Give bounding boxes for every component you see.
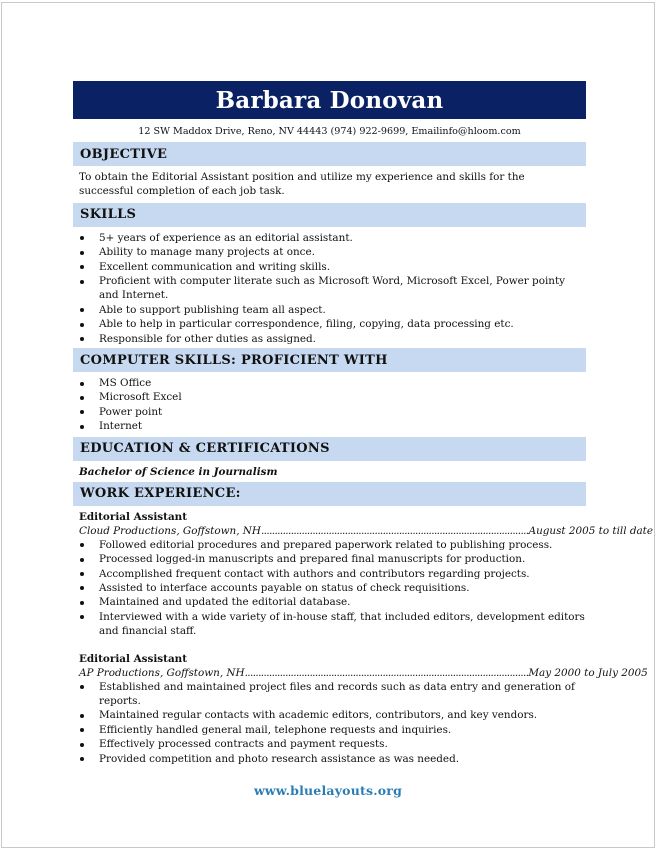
computer-skills-heading: COMPUTER SKILLS: PROFICIENT WITH (73, 348, 586, 372)
list-item: Internet (79, 419, 586, 433)
list-item: Assisted to interface accounts payable on status of check requisitions. (79, 581, 586, 595)
resume-content (73, 81, 654, 766)
list-item: Provided competition and photo research assistance as was needed. (79, 752, 586, 766)
list-item: Maintained and updated the editorial database. (79, 595, 586, 609)
list-item: Maintained regular contacts with academic editors, contributors, and key vendors. (79, 708, 586, 722)
list-item: Able to help in particular correspondence, filing, copying, data processing etc. (79, 317, 586, 331)
list-item: Followed editorial procedures and prepared paperwork related to publishing process. (79, 538, 586, 552)
job-leader-dots: ......................................................................................................... (244, 666, 529, 679)
job-company: AP Productions, Goffstown, NH (79, 666, 245, 679)
list-item: Efficiently handled general mail, telephone requests and inquiries. (79, 723, 586, 737)
skills-list (73, 231, 586, 346)
list-item: Microsoft Excel (79, 390, 586, 404)
job-dates: August 2005 to till date (528, 524, 654, 537)
job-title: Editorial Assistant (79, 652, 188, 665)
job-entry (73, 510, 654, 639)
job-bullets (73, 538, 586, 639)
job-entry (73, 652, 648, 766)
list-item: 5+ years of experience as an editorial assistant. (79, 231, 586, 245)
job-company: Cloud Productions, Goffstown, NH (79, 524, 261, 537)
list-item: Power point (79, 405, 586, 419)
list-item: Interviewed with a wide variety of in-house staff, that included editors, development editors and financial staff. (79, 610, 586, 639)
contact-line: 12 SW Maddox Drive, Reno, NV 44443 (974) 922-9699, Emailinfo@hloom.com (138, 126, 521, 137)
list-item: Effectively processed contracts and payment requests. (79, 737, 586, 751)
job-company-line (73, 524, 654, 538)
objective-heading: OBJECTIVE (73, 142, 586, 166)
list-item: Able to support publishing team all aspect. (79, 303, 586, 317)
list-item: Processed logged-in manuscripts and prepared final manuscripts for production. (79, 552, 586, 566)
list-item: Accomplished frequent contact with authors and contributors regarding projects. (79, 567, 586, 581)
list-item: Proficient with computer literate such as Microsoft Word, Microsoft Excel, Power pointy and Internet. (79, 274, 586, 303)
work-heading: WORK EXPERIENCE: (73, 482, 586, 506)
name-banner (73, 81, 586, 119)
education-heading: EDUCATION & CERTIFICATIONS (73, 437, 586, 461)
computer-skills-list (73, 376, 586, 434)
list-item: MS Office (79, 376, 586, 390)
list-item: Established and maintained project files and records such as data entry and generation of reports. (79, 680, 586, 709)
list-item: Ability to manage many projects at once. (79, 245, 586, 259)
job-leader-dots: ................................................................................................... (260, 524, 529, 537)
candidate-name: Barbara Donovan (215, 86, 444, 114)
job-bullets (73, 680, 586, 766)
objective-text: To obtain the Editorial Assistant position and utilize my experience and skills for the successful completion of each job task. (79, 171, 525, 198)
skills-heading: SKILLS (73, 203, 586, 227)
job-title: Editorial Assistant (79, 510, 188, 523)
job-dates: May 2000 to July 2005 (528, 666, 648, 679)
resume-page (1, 2, 655, 848)
website-link[interactable]: www.bluelayouts.org (253, 783, 403, 798)
job-company-line (73, 666, 648, 680)
degree-text: Bachelor of Science in Journalism (79, 465, 278, 478)
list-item: Excellent communication and writing skills. (79, 260, 586, 274)
list-item: Responsible for other duties as assigned. (79, 332, 586, 346)
